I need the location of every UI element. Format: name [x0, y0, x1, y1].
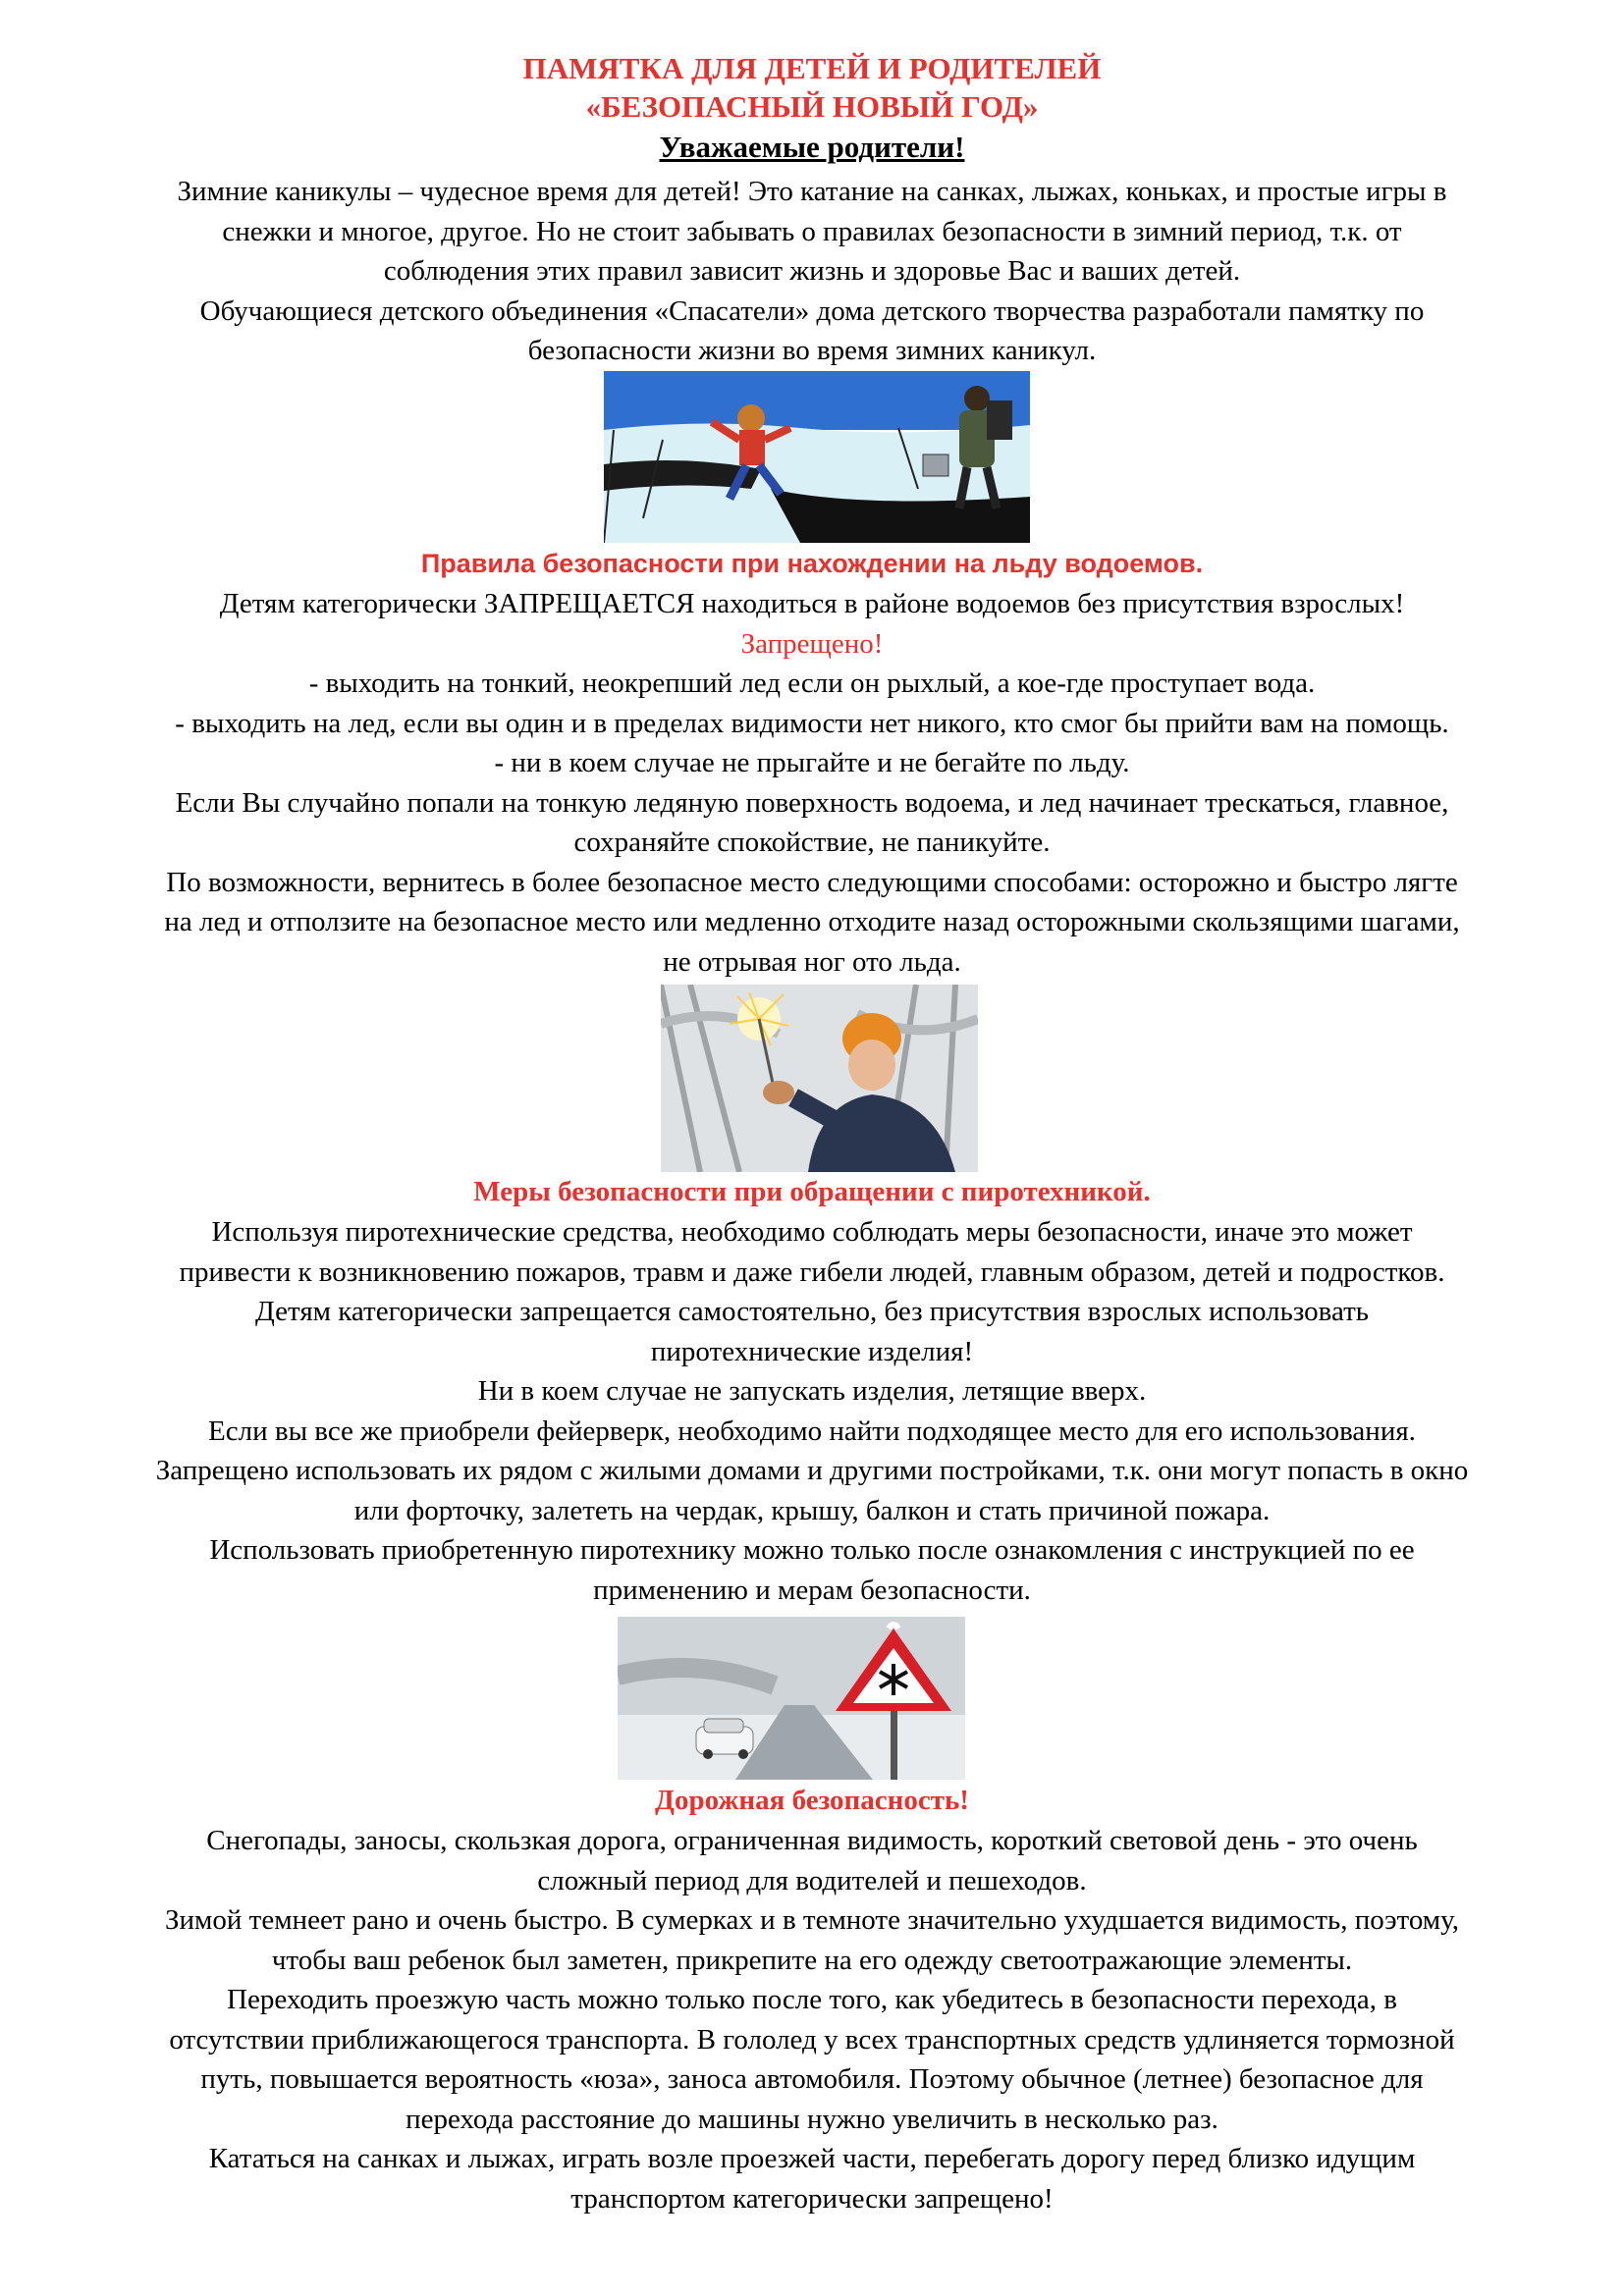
road-line: путь, повышается вероятность «юза», заноса автомобиля. Поэтому обычное (летнее) безопасное для: [200, 2063, 1424, 2095]
intro-text: [39, 172, 1585, 371]
road-line: Снегопады, заносы, скользкая дорога, ограниченная видимость, короткий световой день - это очень: [206, 1825, 1418, 1856]
document-title: [0, 49, 1624, 126]
road-line: сложный период для водителей и пешеходов.: [537, 1864, 1087, 1896]
intro-line: безопасности жизни во время зимних каникул.: [527, 335, 1097, 366]
road-line: отсутствии приближающегося транспорта. В гололед у всех транспортных средств удлиняется тормозной: [169, 2023, 1455, 2056]
fireworks-line: Используя пиротехнические средства, необходимо соблюдать меры безопасности, иначе это может: [211, 1216, 1413, 1248]
fireworks-section-title: Меры безопасности при обращении с пиротехникой.: [473, 1176, 1151, 1207]
ice-line: сохраняйте спокойствие, не паникуйте.: [573, 827, 1051, 858]
intro-line: снежки и многое, другое. Но не стоит забывать о правилах безопасности в зимний период, т.к. от: [222, 215, 1402, 247]
title-line-2: «БЕЗОПАСНЫЙ НОВЫЙ ГОД»: [585, 89, 1039, 124]
road-line: Зимой темнеет рано и очень быстро. В сумерках и в темноте значительно ухудшается видимость, поэтому,: [164, 1904, 1459, 1936]
ice-line: на лед и отползите на безопасное место или медленно отходите назад осторожными скользящими шагами,: [164, 906, 1460, 937]
intro-line: Обучающиеся детского объединения «Спасатели» дома детского творчества разработали памятку по: [199, 294, 1425, 327]
fireworks-line: Ни в коем случае не запускать изделия, летящие вверх.: [477, 1375, 1147, 1407]
greeting-heading: Уважаемые родители!: [659, 130, 965, 164]
snow-warning-road-sign-photo: [618, 1617, 965, 1780]
road-line: транспортом категорически запрещено!: [570, 2182, 1054, 2215]
fireworks-line: применению и мерам безопасности.: [593, 1574, 1031, 1606]
ice-line: По возможности, вернитесь в более безопасное место следующими способами: осторожно и быстро лягте: [166, 866, 1458, 898]
child-with-sparkler-photo: [661, 985, 978, 1172]
road-section-title: Дорожная безопасность!: [655, 1785, 969, 1816]
fireworks-line: привести к возникновению пожаров, травм и даже гибели людей, главным образом, детей и подростков.: [179, 1255, 1445, 1288]
road-line: Переходить проезжую часть можно только после того, как убедитесь в безопасности перехода, в: [227, 1984, 1397, 2015]
intro-line: соблюдения этих правил зависит жизнь и здоровье Вас и ваших детей.: [383, 255, 1241, 287]
fireworks-line: Если вы все же приобрели фейерверк, необходимо найти подходящее место для его использования.: [208, 1415, 1416, 1447]
road-section-text: [39, 1821, 1585, 2218]
ice-line: - выходить на лед, если вы один и в пределах видимости нет никого, кто смог бы прийти вам на помощь.: [175, 707, 1449, 739]
forbidden-label: Запрещено!: [740, 627, 884, 660]
road-line: Кататься на санках и лыжах, играть возле проезжей части, перебегать дорогу перед близко идущим: [208, 2143, 1416, 2174]
title-line-1: ПАМЯТКА ДЛЯ ДЕТЕЙ И РОДИТЕЛЕЙ: [522, 51, 1102, 85]
ice-section-text: [39, 584, 1585, 982]
fireworks-line: или форточку, залететь на чердак, крышу, балкон и стать причиной пожара.: [353, 1494, 1271, 1526]
ice-section-title: Правила безопасности при нахождении на льду водоемов.: [420, 549, 1204, 578]
ice-line: - выходить на тонкий, неокрепший лед если он рыхлый, а кое-где проступает вода.: [308, 667, 1316, 699]
fireworks-line: Детям категорически запрещается самостоятельно, без присутствия взрослых использовать: [255, 1296, 1369, 1327]
ice-line: Если Вы случайно попали на тонкую ледяную поверхность водоема, и лед начинает трескаться, главное,: [175, 786, 1449, 819]
fireworks-line: Запрещено использовать их рядом с жилыми домами и другими постройками, т.к. они могут попасть в окно: [155, 1455, 1469, 1486]
fireworks-line: Использовать приобретенную пиротехнику можно только после ознакомления с инструкцией по ее: [209, 1534, 1415, 1566]
ice-line: не отрывая ног ото льда.: [663, 945, 961, 978]
ice-cartoon-illustration: [604, 371, 1030, 543]
road-line: чтобы ваш ребенок был заметен, прикрепите на его одежду светоотражающие элементы.: [271, 1944, 1353, 1976]
ice-line: - ни в коем случае не прыгайте и не бегайте по льду.: [494, 747, 1130, 778]
fireworks-section-text: [39, 1212, 1585, 1610]
road-line: перехода расстояние до машины нужно увеличить в несколько раз.: [406, 2103, 1218, 2135]
intro-line: Зимние каникулы – чудесное время для детей! Это катание на санках, лыжах, коньках, и простые игры в: [177, 176, 1447, 207]
fireworks-line: пиротехнические изделия!: [650, 1335, 974, 1367]
ice-line: Детям категорически ЗАПРЕЩАЕТСЯ находиться в районе водоемов без присутствия взрослых!: [219, 588, 1405, 619]
